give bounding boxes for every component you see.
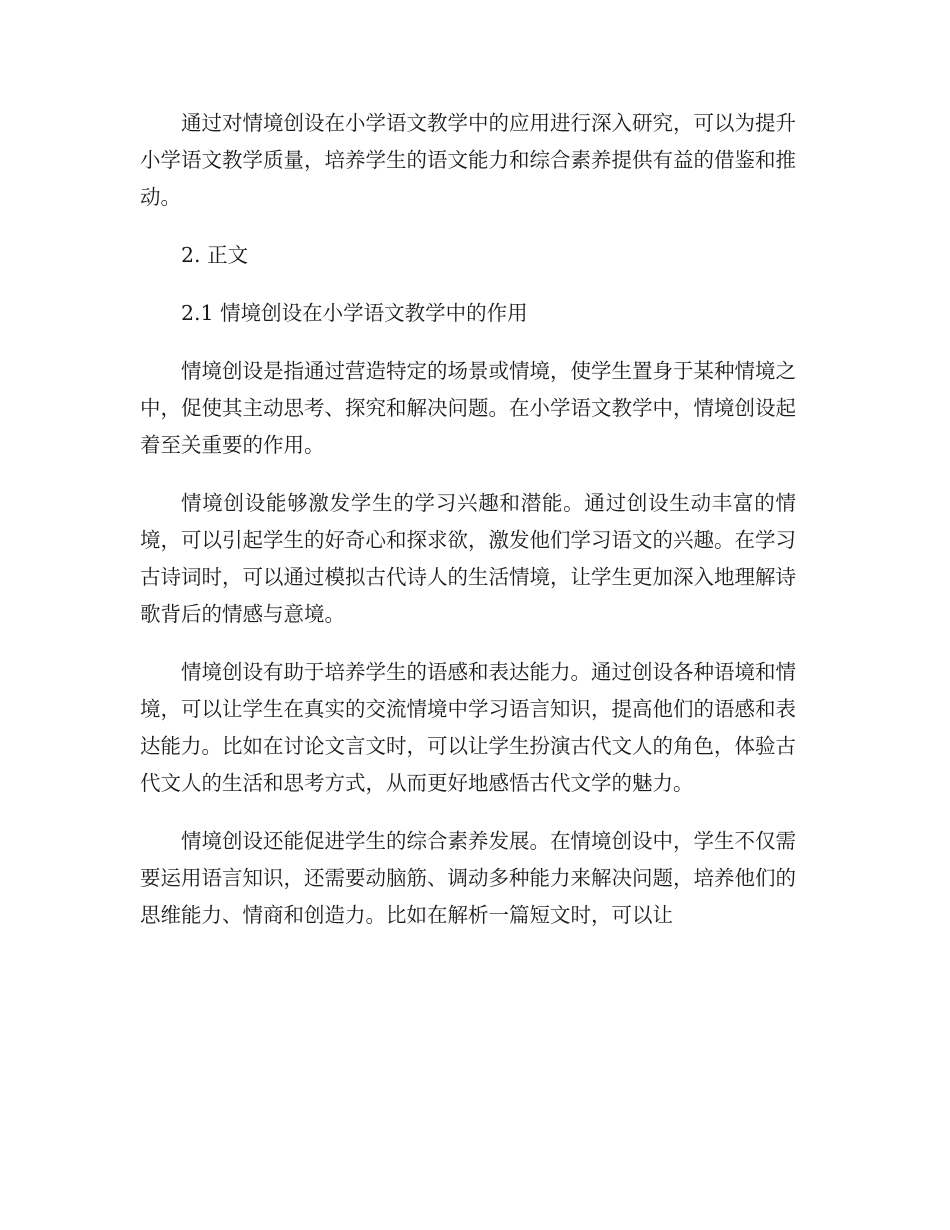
paragraph-literacy: 情境创设还能促进学生的综合素养发展。在情境创设中，学生不仅需要运用语言知识，还需要动脑筋、调动多种能力来解决问题，培养他们的思维能力、情商和创造力。比如在解析一篇短文时，可以让 <box>140 829 796 927</box>
paragraph-language-sense: 情境创设有助于培养学生的语感和表达能力。通过创设各种语境和情境，可以让学生在真实的交流情境中学习语言知识，提高他们的语感和表达能力。比如在讨论文言文时，可以让学生扮演古代文人的角色，体验古代文人的生活和思考方式，从而更好地感悟古代文学的魅力。 <box>140 660 796 795</box>
paragraph-intro-conclusion: 通过对情境创设在小学语文教学中的应用进行深入研究，可以为提升小学语文教学质量，培养学生的语文能力和综合素养提供有益的借鉴和推动。 <box>140 111 796 209</box>
paragraph-interest: 情境创设能够激发学生的学习兴趣和潜能。通过创设生动丰富的情境，可以引起学生的好奇心和探求欲，激发他们学习语文的兴趣。在学习古诗词时，可以通过模拟古代诗人的生活情境，让学生更加深入地理解诗歌背后的情感与意境。 <box>140 491 796 626</box>
paragraph-definition: 情境创设是指通过营造特定的场景或情境，使学生置身于某种情境之中，促使其主动思考、探究和解决问题。在小学语文教学中，情境创设起着至关重要的作用。 <box>140 359 796 457</box>
section-heading-main-body: 2. 正文 <box>181 243 249 267</box>
document-body <box>140 105 796 955</box>
subsection-heading-2-1: 2.1 情境创设在小学语文教学中的作用 <box>181 301 528 325</box>
